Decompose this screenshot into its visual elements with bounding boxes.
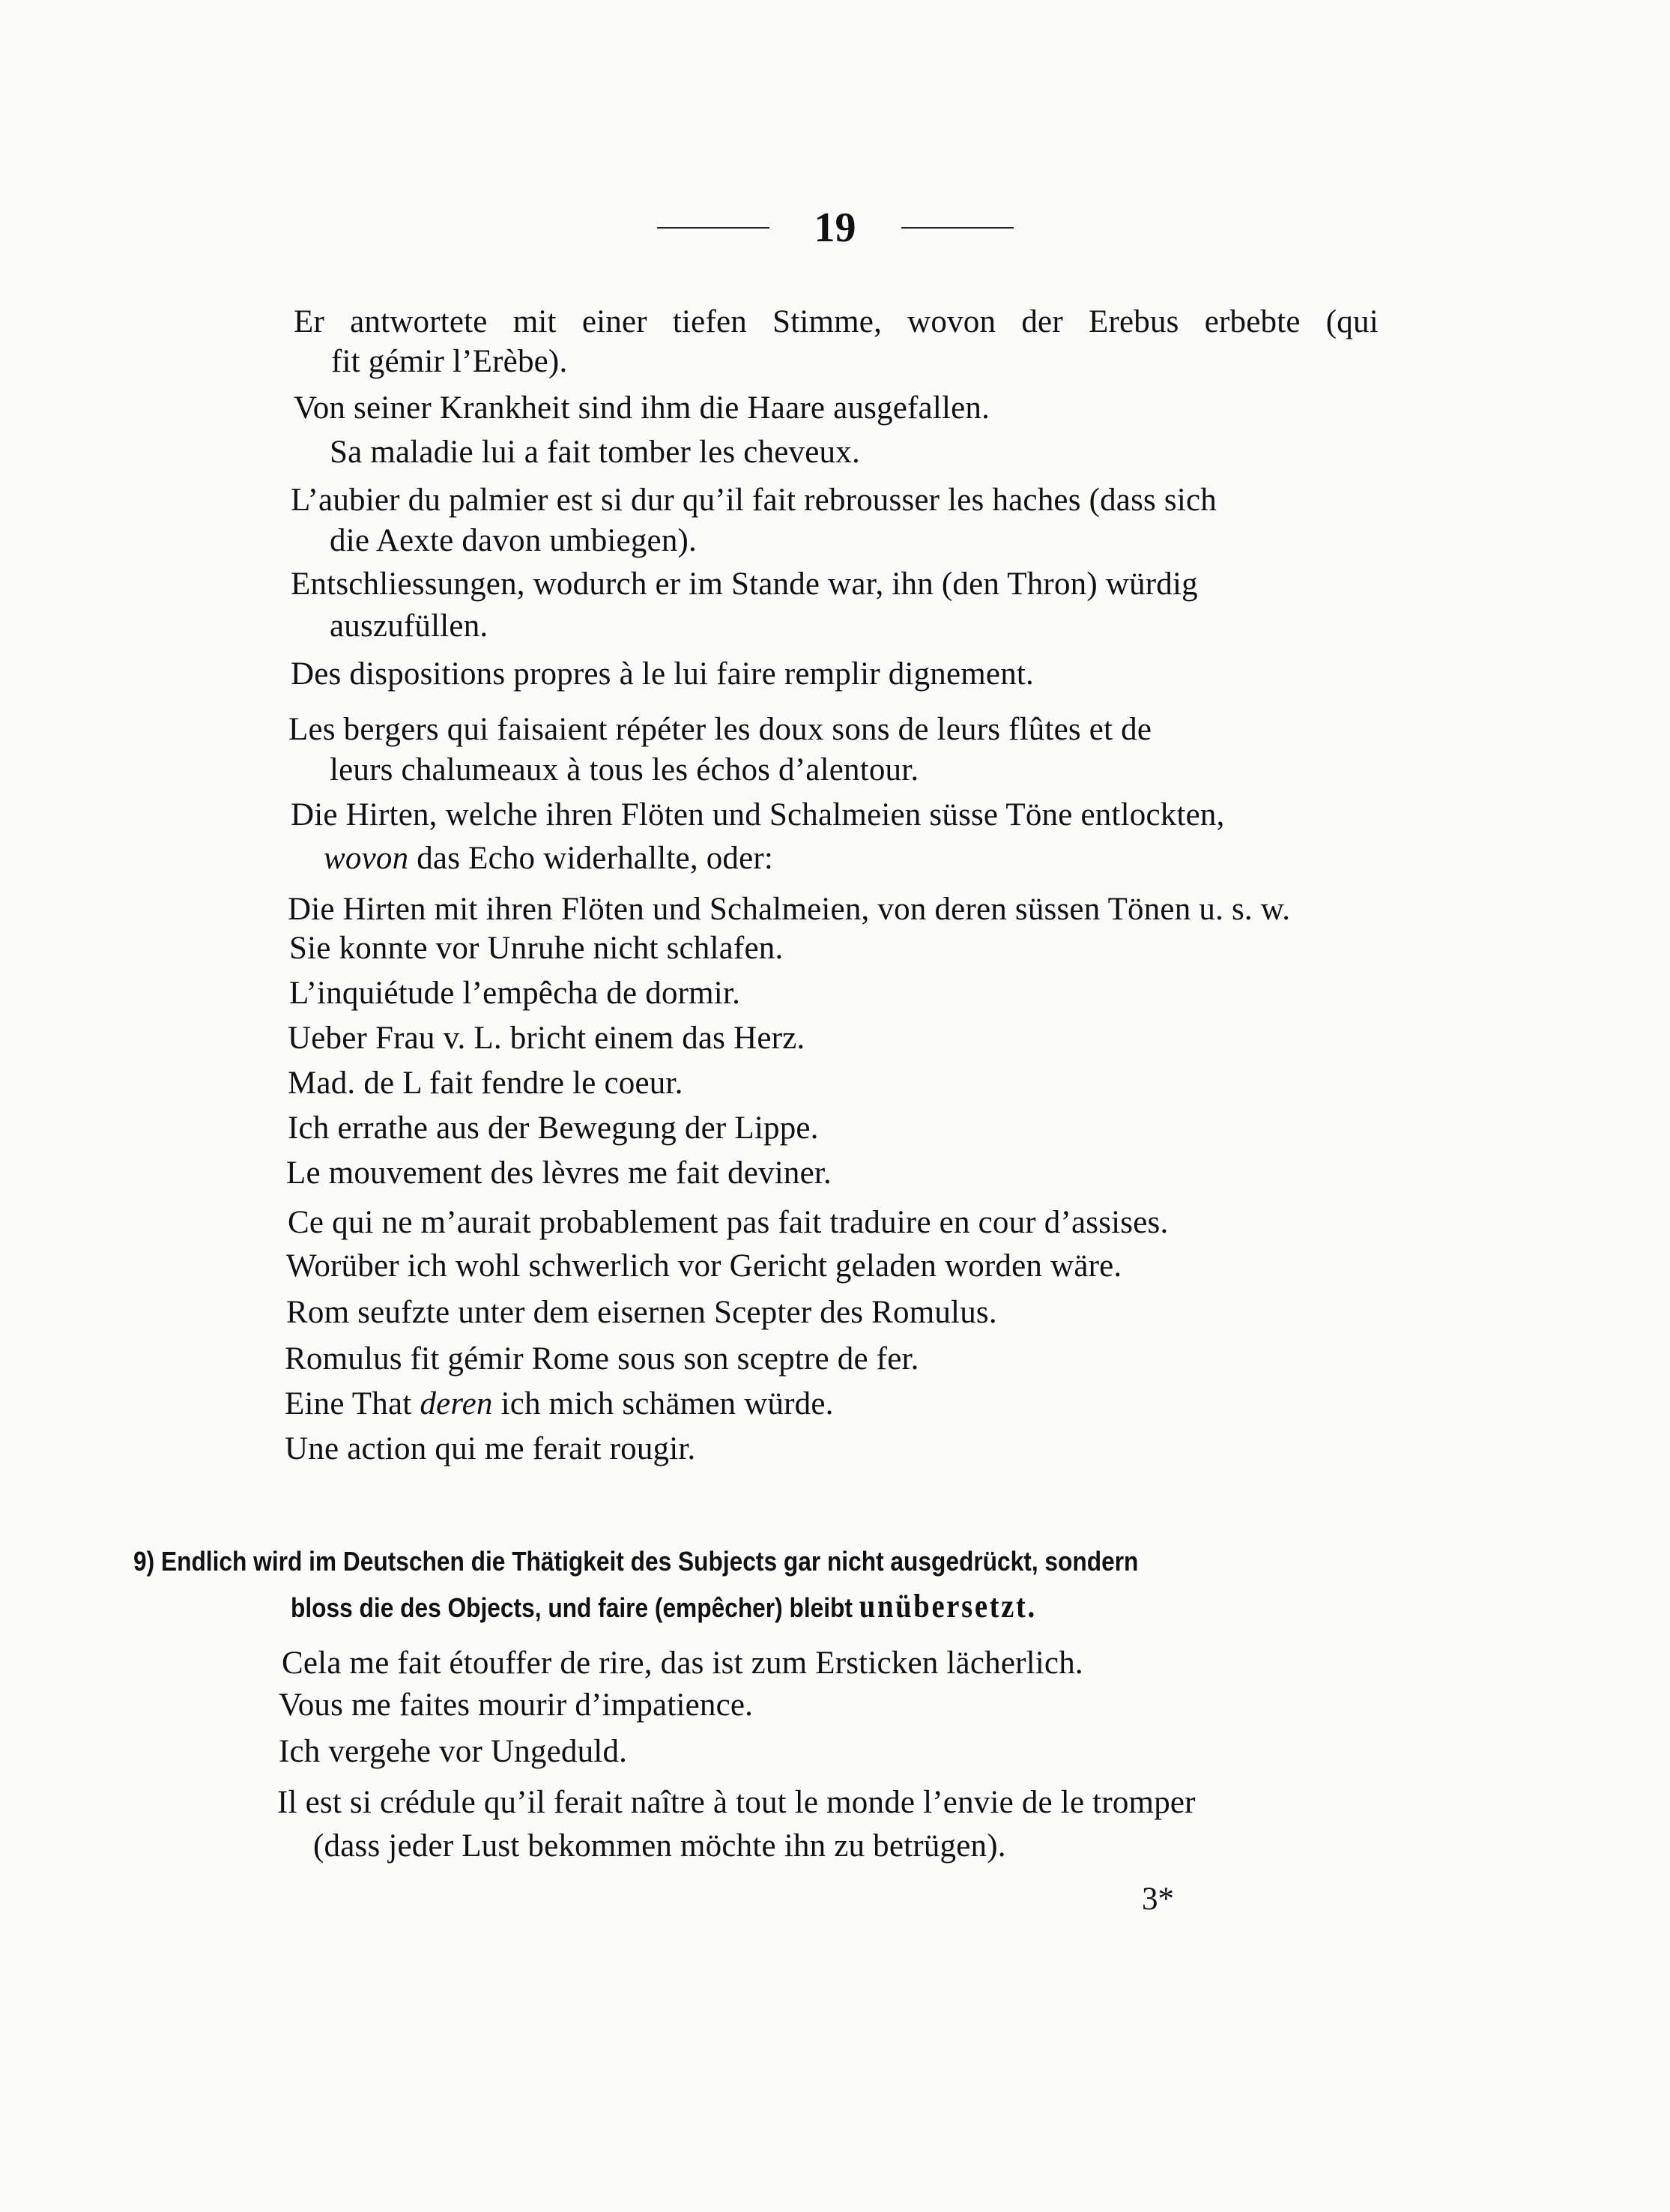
italic-word: wovon (324, 841, 409, 876)
text-line (294, 301, 1379, 343)
text-line: L’aubier du palmier est si dur qu’il fait rebrousser les haches (dass sich (291, 483, 1217, 518)
text-line: Des dispositions propres à le lui faire remplir dignement. (291, 656, 1035, 692)
text-line: Sie konnte vor Unruhe nicht schlafen. (289, 931, 784, 966)
word: tiefen (672, 304, 747, 339)
rule-9-text: bloss die des Objects, und faire (empêcher) bleibt (291, 1592, 853, 1623)
header-rule-right (901, 227, 1014, 229)
text-line: Die Hirten, welche ihren Flöten und Schalmeien süsse Töne entlockten, (291, 797, 1225, 832)
word: Stimme, (772, 304, 883, 339)
word: einer (581, 304, 647, 339)
word: antwortete (350, 304, 488, 339)
text-line-rest: das Echo widerhallte, oder: (417, 841, 774, 876)
word: Erebus (1088, 304, 1179, 339)
word: Er (294, 304, 324, 339)
text-line: Ich errathe aus der Bewegung der Lippe. (288, 1110, 819, 1146)
text-line: Rom seufzte unter dem eisernen Scepter des Romulus. (286, 1295, 997, 1330)
text-line-compound (285, 1383, 834, 1425)
text-line: Die Hirten mit ihren Flöten und Schalmeien, von deren süssen Tönen u. s. w. (288, 892, 1291, 927)
rule-9-line-2 (291, 1587, 1037, 1628)
text-line-start: Eine That (285, 1386, 412, 1421)
text-line: Sa maladie lui a fait tomber les cheveux. (330, 435, 860, 470)
text-line: Romulus fit gémir Rome sous son sceptre de fer. (285, 1341, 919, 1377)
word: mit (512, 304, 557, 339)
signature-mark: 3* (1142, 1882, 1174, 1917)
text-line-compound (324, 838, 773, 880)
text-line: fit gémir l’Erèbe). (331, 344, 568, 379)
page-number: 19 (814, 205, 856, 251)
text-line-rest: ich mich schämen würde. (500, 1386, 834, 1421)
example-line: Il est si crédule qu’il ferait naître à tout le monde l’envie de le tromper (277, 1785, 1196, 1820)
text-line: Les bergers qui faisaient répéter les doux sons de leurs flûtes et de (288, 712, 1152, 747)
text-line: Ueber Frau v. L. bricht einem das Herz. (288, 1021, 805, 1056)
italic-word: deren (420, 1386, 493, 1421)
page-header (0, 204, 1670, 252)
text-line: Ce qui ne m’aurait probablement pas fait traduire en cour d’assises. (288, 1205, 1169, 1240)
example-line: Cela me fait étouffer de rire, das ist zum Ersticken lächerlich. (282, 1646, 1083, 1681)
text-line: die Aexte davon umbiegen). (330, 523, 697, 558)
text-line: Entschliessungen, wodurch er im Stande war, ihn (den Thron) würdig (291, 566, 1198, 602)
text-line: L’inquiétude l’empêcha de dormir. (289, 976, 741, 1011)
example-line: Ich vergehe vor Ungeduld. (279, 1734, 628, 1769)
word: wovon (907, 304, 996, 339)
text-line: Le mouvement des lèvres me fait deviner. (286, 1155, 832, 1191)
word: der (1021, 304, 1063, 339)
text-line: Von seiner Krankheit sind ihm die Haare ausgefallen. (294, 390, 990, 426)
text-line: auszufüllen. (330, 608, 488, 644)
example-line: Vous me faites mourir d’impatience. (279, 1687, 754, 1723)
rule-9-line-1: 9) Endlich wird im Deutschen die Thätigkeit des Subjects gar nicht ausgedrückt, sondern (133, 1546, 1139, 1577)
text-line: Worüber ich wohl schwerlich vor Gericht geladen worden wäre. (286, 1248, 1122, 1284)
word: erbebte (1204, 304, 1301, 339)
text-line: Mad. de L fait fendre le coeur. (288, 1066, 683, 1101)
text-line: leurs chalumeaux à tous les échos d’alentour. (330, 752, 919, 788)
text-line: Une action qui me ferait rougir. (285, 1431, 696, 1466)
header-rule-left (657, 227, 769, 229)
rule-9-emphasis: unübersetzt. (859, 1588, 1037, 1625)
example-line: (dass jeder Lust bekommen möchte ihn zu betrügen). (313, 1828, 1006, 1864)
word: (qui (1325, 304, 1379, 339)
